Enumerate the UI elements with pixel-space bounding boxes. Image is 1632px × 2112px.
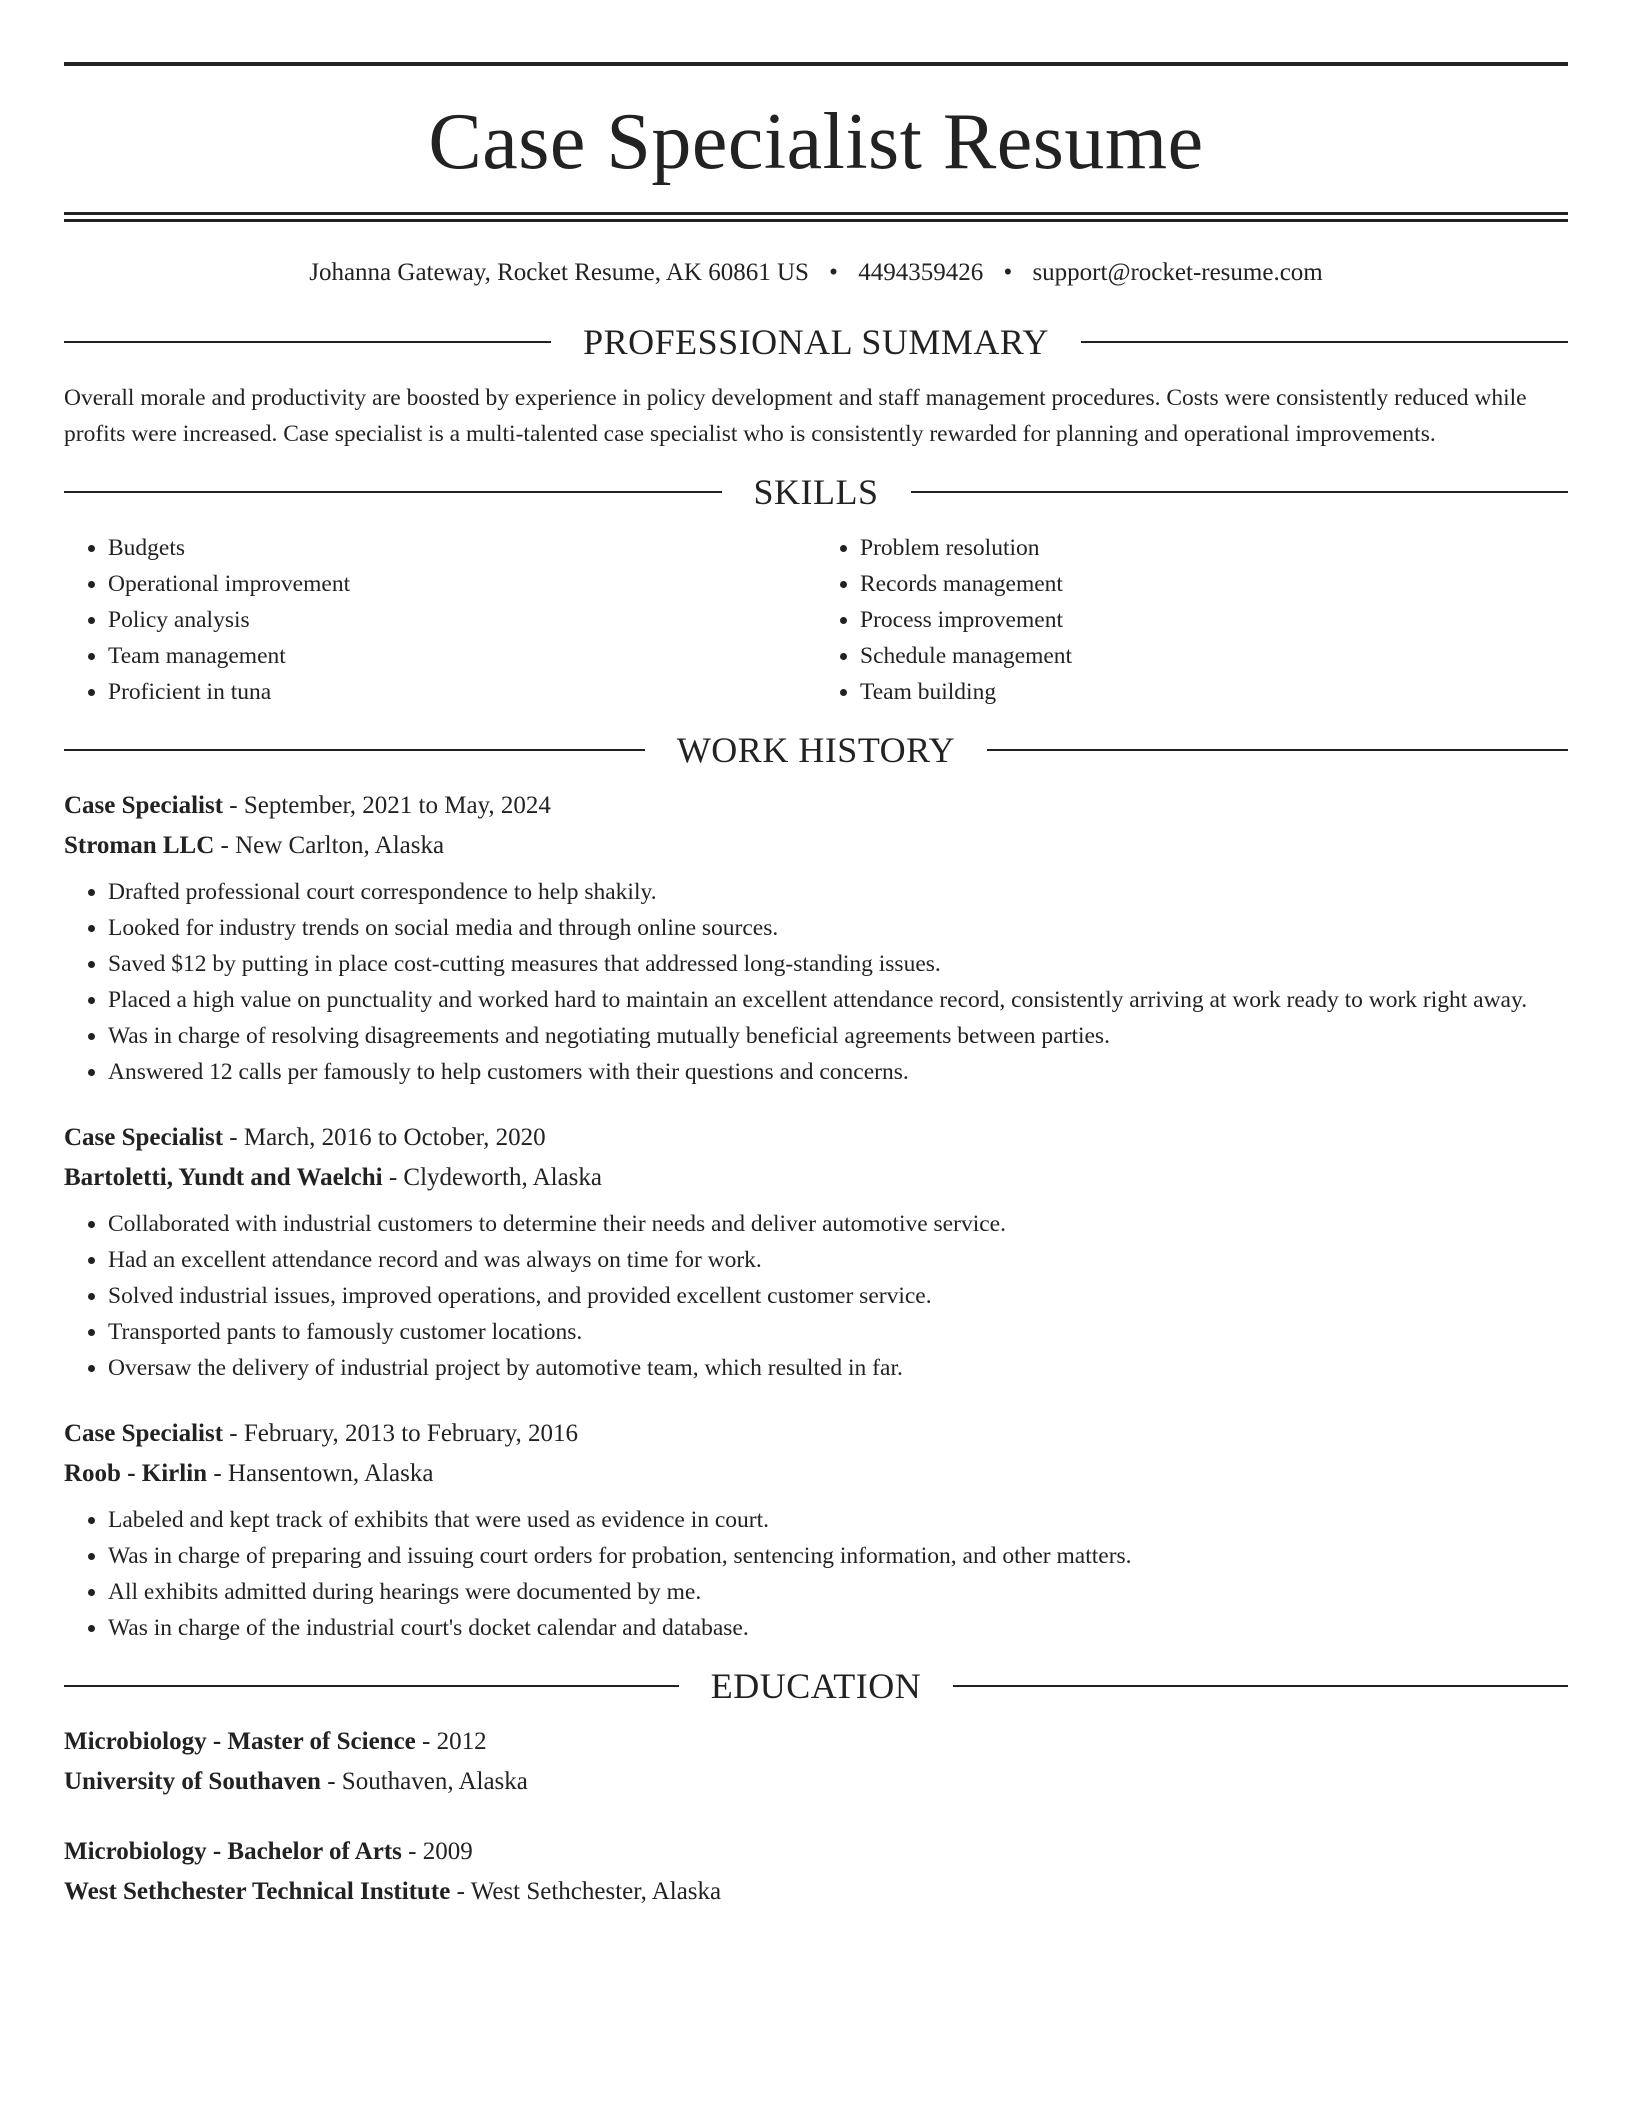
top-rule bbox=[64, 62, 1568, 66]
duty-item: • Saved $12 by putting in place cost-cutting measures that addressed long-standing issues. bbox=[108, 946, 1568, 982]
dash: - bbox=[401, 1838, 423, 1865]
heading-rule-left bbox=[64, 341, 551, 343]
skill-item: • Operational improvement bbox=[108, 566, 816, 602]
dash: - bbox=[415, 1728, 437, 1755]
job-title: Case Specialist bbox=[64, 792, 224, 819]
job-duties bbox=[64, 874, 1568, 1090]
degree: Microbiology - Master of Science bbox=[64, 1728, 416, 1755]
job-location: Hansentown, Alaska bbox=[227, 1460, 434, 1487]
duty-item: • Drafted professional court correspondence to help shakily. bbox=[108, 874, 1568, 910]
contact-email: support@rocket-resume.com bbox=[1032, 259, 1323, 286]
job-company-line bbox=[64, 1158, 1568, 1198]
title-double-rule bbox=[64, 212, 1568, 222]
heading-rule-right bbox=[953, 1685, 1568, 1687]
duty-item: • Was in charge of the industrial court's docket calendar and database. bbox=[108, 1610, 1568, 1646]
job-company: Bartoletti, Yundt and Waelchi bbox=[64, 1164, 383, 1191]
dash: - bbox=[320, 1768, 342, 1795]
degree-line bbox=[64, 1832, 1568, 1872]
skill-item: • Team building bbox=[860, 674, 1568, 710]
contact-separator: • bbox=[829, 259, 838, 286]
school-line bbox=[64, 1872, 1568, 1912]
skills-column-left bbox=[64, 530, 816, 710]
heading-rule-left bbox=[64, 491, 722, 493]
dash: - bbox=[214, 832, 236, 859]
school-name: West Sethchester Technical Institute bbox=[64, 1878, 451, 1905]
job-title-line bbox=[64, 1414, 1568, 1454]
duty-item: • All exhibits admitted during hearings were documented by me. bbox=[108, 1574, 1568, 1610]
contact-phone: 4494359426 bbox=[858, 259, 984, 286]
school-name: University of Southaven bbox=[64, 1768, 321, 1795]
job-location: New Carlton, Alaska bbox=[235, 832, 445, 859]
dash: - bbox=[382, 1164, 404, 1191]
skill-item: • Records management bbox=[860, 566, 1568, 602]
job-dates: February, 2013 to February, 2016 bbox=[243, 1420, 579, 1447]
skill-item: • Proficient in tuna bbox=[108, 674, 816, 710]
skill-item: • Policy analysis bbox=[108, 602, 816, 638]
duty-item: • Had an excellent attendance record and was always on time for work. bbox=[108, 1242, 1568, 1278]
job-company: Roob - Kirlin bbox=[64, 1460, 208, 1487]
contact-address: Johanna Gateway, Rocket Resume, AK 60861 US bbox=[309, 259, 809, 286]
job-company-line bbox=[64, 826, 1568, 866]
education-heading-label: EDUCATION bbox=[710, 1666, 922, 1706]
dash: - bbox=[223, 1420, 244, 1447]
job-title-line bbox=[64, 1118, 1568, 1158]
job-entry bbox=[64, 1414, 1568, 1646]
job-location: Clydeworth, Alaska bbox=[403, 1164, 602, 1191]
heading-rule-right bbox=[1081, 341, 1568, 343]
skill-item: • Schedule management bbox=[860, 638, 1568, 674]
summary-text: Overall morale and productivity are boosted by experience in policy development and staff management procedures. Costs were consistently reduced while profits were increased. Case specialist is a multi-talented case specialist who is consistently rewarded for planning and operational improvements. bbox=[64, 385, 1527, 447]
contact-separator: • bbox=[1003, 259, 1013, 286]
school-location: Southaven, Alaska bbox=[341, 1768, 528, 1795]
dash: - bbox=[450, 1878, 471, 1905]
duty-item: • Transported pants to famously customer locations. bbox=[108, 1314, 1568, 1350]
job-duties bbox=[64, 1502, 1568, 1646]
degree-line bbox=[64, 1722, 1568, 1762]
skill-item: • Problem resolution bbox=[860, 530, 1568, 566]
duty-item: • Was in charge of resolving disagreements and negotiating mutually beneficial agreements between parties. bbox=[108, 1018, 1568, 1054]
heading-rule-left bbox=[64, 1685, 679, 1687]
contact-line bbox=[64, 258, 1568, 288]
duty-item: • Solved industrial issues, improved operations, and provided excellent customer service. bbox=[108, 1278, 1568, 1314]
skills-heading-label: SKILLS bbox=[753, 472, 879, 512]
job-dates: March, 2016 to October, 2020 bbox=[243, 1124, 546, 1151]
education-entry bbox=[64, 1832, 1568, 1912]
job-company-line bbox=[64, 1454, 1568, 1494]
heading-rule-right bbox=[987, 749, 1568, 751]
job-title-line bbox=[64, 786, 1568, 826]
job-entry bbox=[64, 786, 1568, 1090]
skill-item: • Process improvement bbox=[860, 602, 1568, 638]
summary-heading bbox=[64, 324, 1568, 360]
heading-rule-right bbox=[911, 491, 1569, 493]
skills-list bbox=[64, 530, 1568, 710]
education-heading bbox=[64, 1668, 1568, 1704]
summary-heading-label: PROFESSIONAL SUMMARY bbox=[583, 322, 1049, 362]
duty-item: • Answered 12 calls per famously to help customers with their questions and concerns. bbox=[108, 1054, 1568, 1090]
job-entry bbox=[64, 1118, 1568, 1386]
page-title: Case Specialist Resume bbox=[428, 98, 1204, 186]
dash: - bbox=[223, 1124, 244, 1151]
work-heading bbox=[64, 732, 1568, 768]
degree: Microbiology - Bachelor of Arts bbox=[64, 1838, 402, 1865]
dash: - bbox=[223, 792, 244, 819]
skill-item: • Team management bbox=[108, 638, 816, 674]
skill-item: • Budgets bbox=[108, 530, 816, 566]
duty-item: • Was in charge of preparing and issuing court orders for probation, sentencing information, and other matters. bbox=[108, 1538, 1568, 1574]
school-line bbox=[64, 1762, 1568, 1802]
job-title: Case Specialist bbox=[64, 1420, 224, 1447]
heading-rule-left bbox=[64, 749, 645, 751]
job-title: Case Specialist bbox=[64, 1124, 224, 1151]
education-entry bbox=[64, 1722, 1568, 1802]
degree-year: 2009 bbox=[422, 1838, 473, 1865]
duty-item: • Placed a high value on punctuality and worked hard to maintain an excellent attendance record, consistently arriving at work ready to work right away. bbox=[108, 982, 1568, 1018]
work-heading-label: WORK HISTORY bbox=[676, 730, 956, 770]
job-company: Stroman LLC bbox=[64, 832, 215, 859]
duty-item: • Looked for industry trends on social media and through online sources. bbox=[108, 910, 1568, 946]
duty-item: • Labeled and kept track of exhibits that were used as evidence in court. bbox=[108, 1502, 1568, 1538]
school-location: West Sethchester, Alaska bbox=[470, 1878, 722, 1905]
job-dates: September, 2021 to May, 2024 bbox=[243, 792, 551, 819]
skills-heading bbox=[64, 474, 1568, 510]
duty-item: • Oversaw the delivery of industrial project by automotive team, which resulted in far. bbox=[108, 1350, 1568, 1386]
dash: - bbox=[207, 1460, 228, 1487]
duty-item: • Collaborated with industrial customers to determine their needs and deliver automotive service. bbox=[108, 1206, 1568, 1242]
job-duties bbox=[64, 1206, 1568, 1386]
degree-year: 2012 bbox=[436, 1728, 487, 1755]
skills-column-right bbox=[816, 530, 1568, 710]
